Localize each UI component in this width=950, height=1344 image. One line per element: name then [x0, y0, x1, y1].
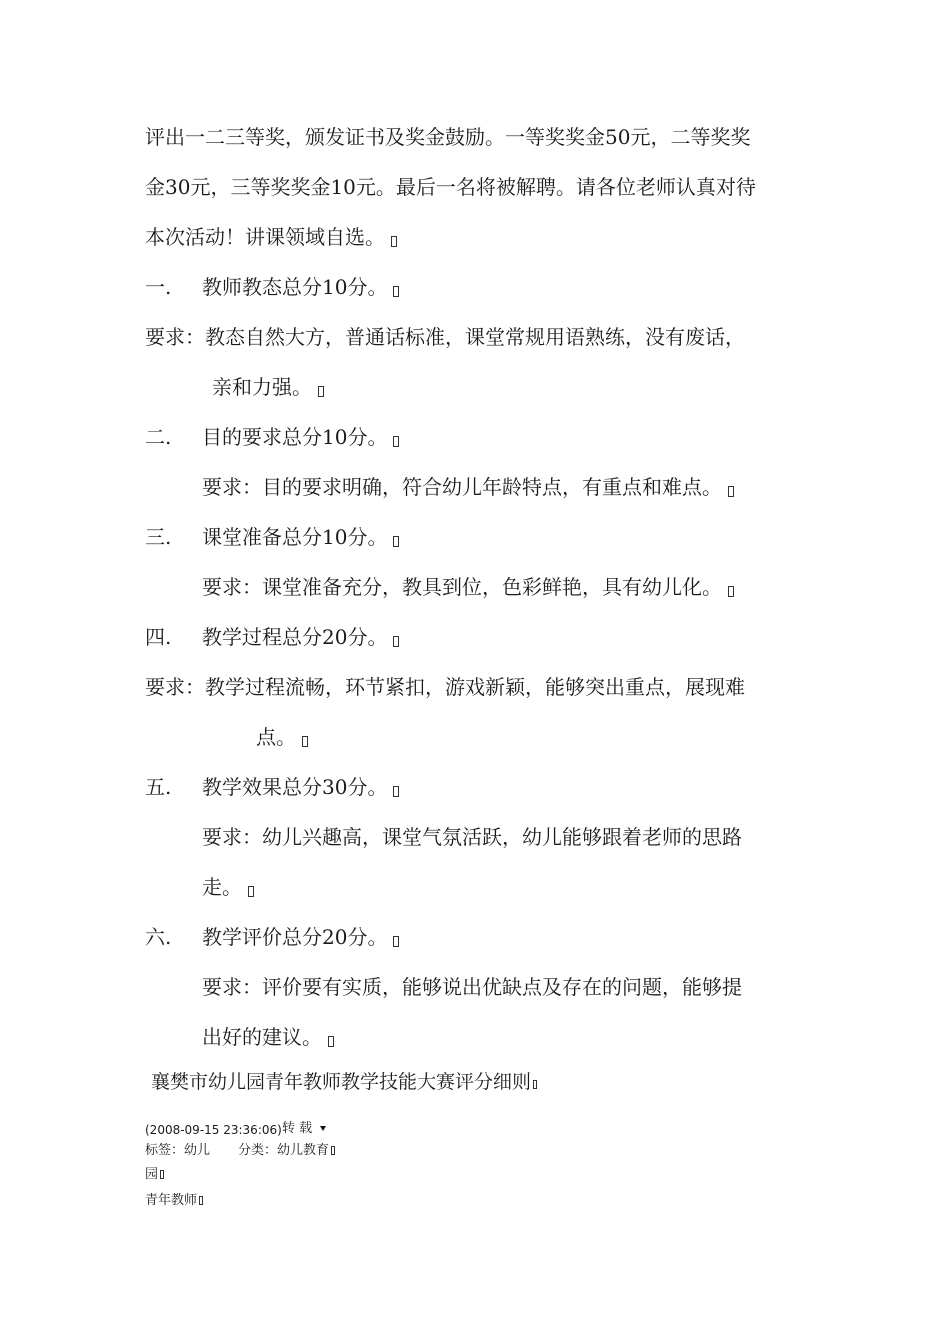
section-3-number: 三.: [145, 525, 172, 549]
section-1-number: 一.: [145, 275, 172, 299]
tags-label: 标签：幼儿: [145, 1143, 211, 1158]
section-6-requirement-cont: 出好的建议。: [202, 1023, 334, 1051]
tag-link-young-teacher[interactable]: 青年教师: [145, 1193, 203, 1209]
intro-line-1: 评出一二三等奖，颁发证书及奖金鼓励。一等奖奖金50元，二等奖奖: [145, 125, 751, 149]
section-2-heading: 目的要求总分10分。: [202, 423, 399, 451]
section-6-requirement: 要求：评价要有实质，能够说出优缺点及存在的问题，能够提: [202, 975, 742, 999]
paragraph-mark-icon: [393, 786, 399, 797]
repost-link[interactable]: 转 载: [282, 1121, 326, 1137]
section-2-requirement: 要求：目的要求明确，符合幼儿年龄特点，有重点和难点。: [202, 473, 734, 501]
section-3-requirement: 要求：课堂准备充分，教具到位，色彩鲜艳，具有幼儿化。: [202, 573, 734, 601]
paragraph-mark-icon: [328, 1036, 334, 1047]
paragraph-mark-icon: [728, 486, 734, 497]
paragraph-mark-icon: [393, 536, 399, 547]
section-4-requirement: 要求：教学过程流畅，环节紧扣，游戏新颖，能够突出重点，展现难: [145, 675, 745, 699]
paragraph-mark-icon: [302, 736, 308, 747]
paragraph-mark-icon: [393, 286, 399, 297]
paragraph-mark-icon: [728, 586, 734, 597]
paragraph-mark-icon: [393, 636, 399, 647]
section-1-heading: 教师教态总分10分。: [202, 273, 399, 301]
paragraph-mark-icon: [248, 886, 254, 897]
section-3-heading: 课堂准备总分10分。: [202, 523, 399, 551]
caret-down-icon[interactable]: [320, 1126, 326, 1131]
section-6-heading: 教学评价总分20分。: [202, 923, 399, 951]
paragraph-mark-icon: [318, 386, 324, 397]
section-4-heading: 教学过程总分20分。: [202, 623, 399, 651]
paragraph-mark-icon: [331, 1146, 335, 1155]
paragraph-mark-icon: [393, 936, 399, 947]
section-4-requirement-cont: 点。: [256, 723, 308, 751]
section-6-number: 六.: [145, 925, 172, 949]
section-5-heading: 教学效果总分30分。: [202, 773, 399, 801]
paragraph-mark-icon: [533, 1080, 537, 1089]
section-2-number: 二.: [145, 425, 172, 449]
section-4-number: 四.: [145, 625, 172, 649]
paragraph-mark-icon: [393, 436, 399, 447]
article-timestamp: (2008-09-15 23:36:06): [145, 1123, 282, 1137]
intro-line-2: 金30元，三等奖奖金10元。最后一名将被解聘。请各位老师认真对待: [145, 175, 756, 199]
paragraph-mark-icon: [391, 236, 397, 247]
article-title: 襄樊市幼儿园青年教师教学技能大赛评分细则: [151, 1069, 537, 1095]
section-1-requirement: 要求：教态自然大方，普通话标准，课堂常规用语熟练，没有废话，: [145, 325, 745, 349]
tag-continuation: 园: [145, 1167, 164, 1183]
paragraph-mark-icon: [199, 1196, 203, 1205]
section-5-requirement-cont: 走。: [202, 873, 254, 901]
section-5-requirement: 要求：幼儿兴趣高，课堂气氛活跃，幼儿能够跟着老师的思路: [202, 825, 742, 849]
section-1-requirement-cont: 亲和力强。: [212, 373, 324, 401]
section-5-number: 五.: [145, 775, 172, 799]
intro-line-3: 本次活动！讲课领域自选。: [145, 223, 397, 251]
paragraph-mark-icon: [160, 1170, 164, 1179]
category-link[interactable]: 分类：幼儿教育: [238, 1143, 335, 1159]
